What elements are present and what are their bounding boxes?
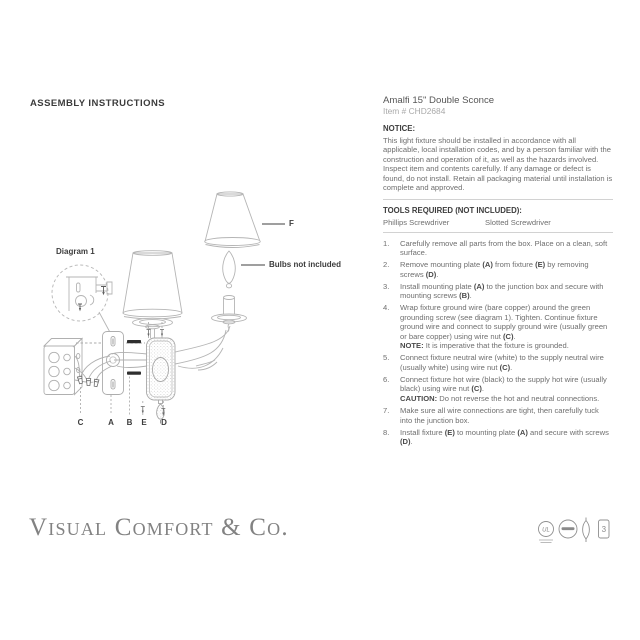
step-number: 6. (383, 374, 390, 384)
ul-listed-icon (539, 522, 554, 543)
tool-item-phillips: Phillips Screwdriver (383, 218, 450, 227)
part-label-c: C (77, 418, 84, 427)
step-text: Install fixture (E) to mounting plate (A) and secure with screws (D). (400, 427, 609, 447)
step-number: 1. (383, 238, 390, 248)
brand-logo: Visual Comfort & Co. (29, 514, 289, 541)
step-text: Wrap fixture ground wire (bare copper) around the green grounding screw (see diagram 1). Tighten. Continue fixture ground wire and connect to supply ground wire (usually green or bare copper) using wire nut (C). NOTE: It is imperative that the fixture is grounded. (400, 303, 613, 351)
notice-text: This light fixture should be installed in accordance with all applicable, local installation codes, and by a person familiar with the construction and operation of it, as well as the hazards involved. Inspect item and contents carefully. If any damage or defect is found, do not install. Retain all packaging material until installation is complete and approved. (383, 135, 613, 192)
step-number: 4. (383, 303, 390, 313)
part-label-f: F (289, 219, 294, 228)
step-number: 7. (383, 406, 390, 416)
damp-rated-icon (559, 520, 577, 538)
step-number: 3. (383, 281, 390, 291)
step-text: Install mounting plate (A) to the junction box and secure with mounting screws (B). (400, 281, 604, 301)
part-label-e: E (141, 418, 147, 427)
item-number: Item # CHD2684 (383, 106, 446, 116)
part-label-b: B (126, 418, 133, 427)
tools-label: TOOLS REQUIRED (NOT INCLUDED): (383, 205, 522, 215)
step-note: CAUTION: Do not reverse the hot and neutral connections. (400, 393, 600, 403)
bulbs-not-included-label: Bulbs not included (269, 260, 341, 269)
step-text: Connect fixture neutral wire (white) to the supply neutral wire (usually white) using wire nut (C). (400, 353, 604, 372)
product-name: Amalfi 15" Double Sconce (383, 95, 495, 106)
svg-text:UL: UL (542, 527, 550, 534)
part-label-a: A (108, 418, 114, 427)
number-3-badge (599, 520, 610, 538)
step-number: 5. (383, 353, 390, 363)
step-text: Make sure all wire connections are tight, then carefully tuck into the junction box. (400, 406, 599, 425)
svg-text:3: 3 (601, 525, 607, 534)
part-label-d: D (161, 418, 167, 427)
diagram-title: Diagram 1 (56, 247, 95, 256)
step-text: Carefully remove all parts from the box. Place on a clean, soft surface. (400, 238, 608, 257)
step-number: 2. (383, 260, 390, 270)
step-number: 8. (383, 427, 390, 437)
step-note: NOTE: It is imperative that the fixture is grounded. (400, 341, 569, 351)
candelabra-bulb-icon (583, 518, 590, 543)
page-title: ASSEMBLY INSTRUCTIONS (30, 98, 166, 109)
notice-label: NOTICE: (383, 124, 416, 133)
step-text: Remove mounting plate (A) from fixture (E) by removing screws (D). (400, 260, 589, 279)
step-text: Connect fixture hot wire (black) to the supply hot wire (usually black) using wire nut (C). CAUTION: Do not reverse the hot and neutral connections. (400, 375, 613, 404)
tool-item-slotted: Slotted Screwdriver (485, 218, 551, 227)
